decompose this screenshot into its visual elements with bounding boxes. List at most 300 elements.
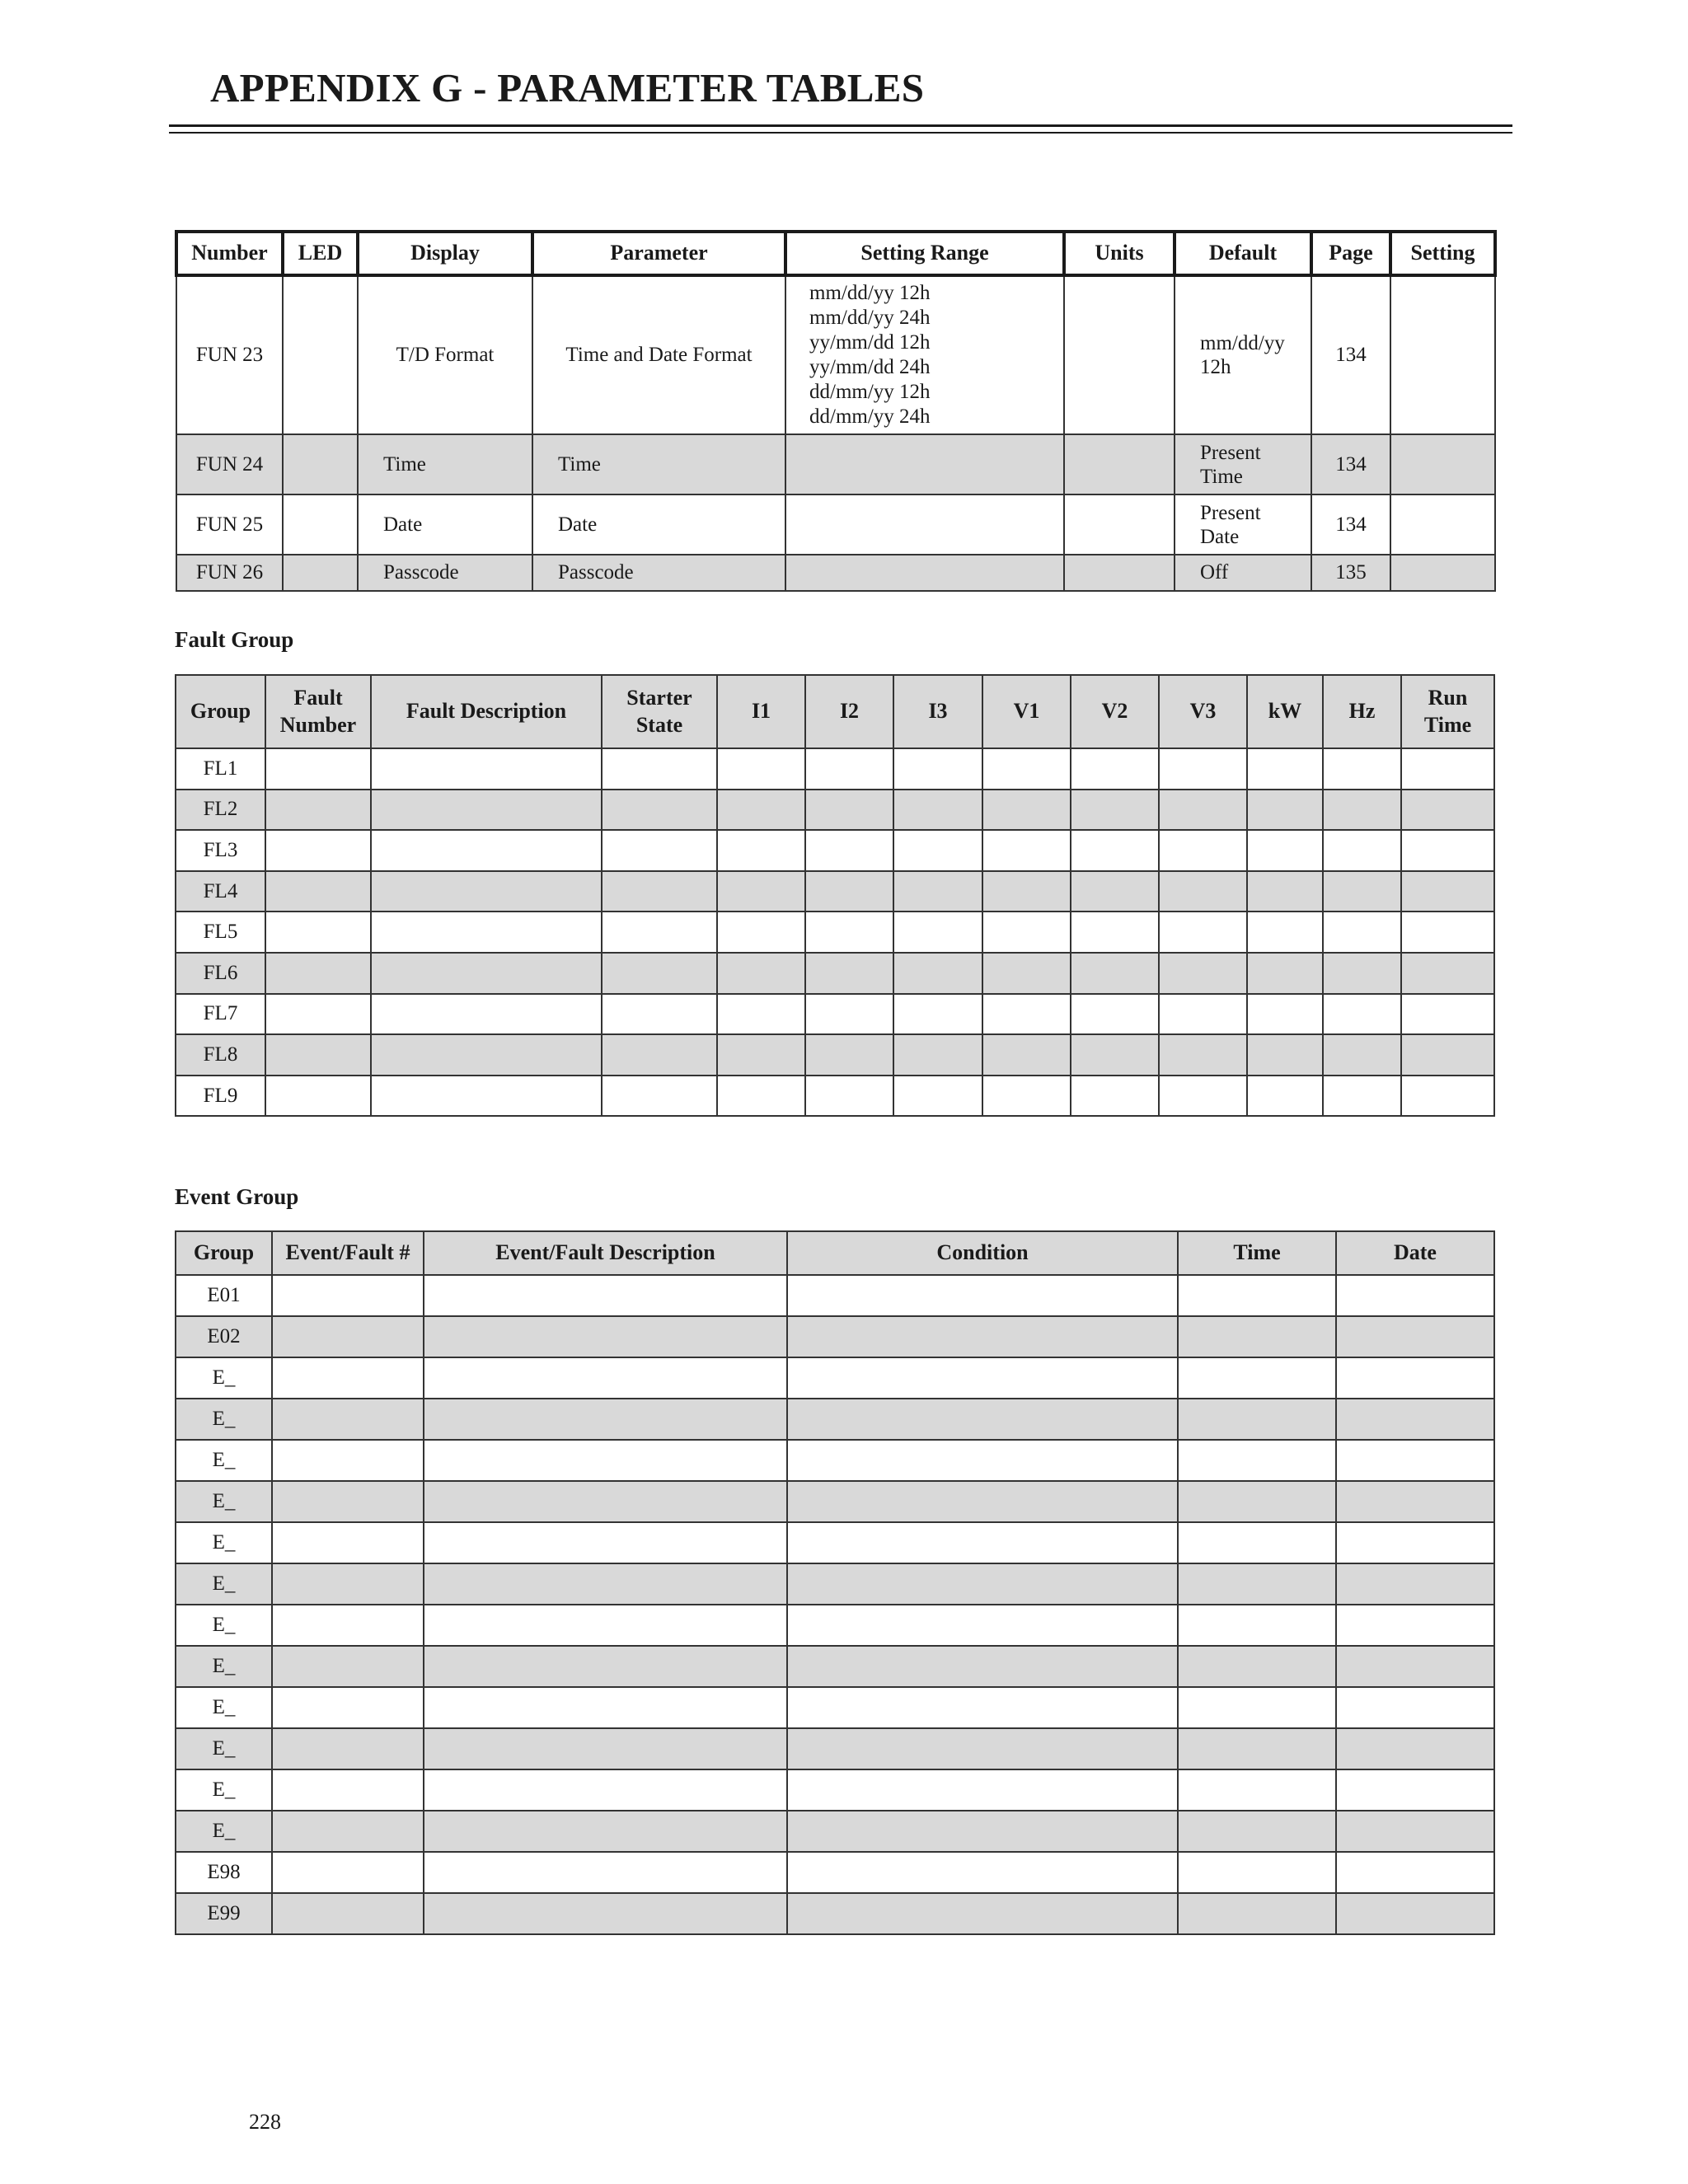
event-cell[interactable] bbox=[1178, 1646, 1336, 1687]
fault-cell[interactable] bbox=[1071, 953, 1159, 994]
fault-cell[interactable] bbox=[1159, 953, 1247, 994]
event-cell[interactable] bbox=[424, 1481, 787, 1522]
param-units bbox=[1064, 434, 1175, 494]
fault-cell[interactable] bbox=[602, 830, 717, 871]
fault-cell[interactable] bbox=[265, 790, 371, 831]
fault-row bbox=[176, 871, 1494, 912]
fault-cell[interactable] bbox=[717, 871, 805, 912]
fault-cell[interactable] bbox=[1323, 790, 1401, 831]
fault-cell[interactable] bbox=[982, 790, 1071, 831]
event-cell[interactable] bbox=[1178, 1605, 1336, 1646]
fault-group-id: FL5 bbox=[176, 912, 265, 953]
event-row bbox=[176, 1646, 1494, 1687]
event-cell[interactable] bbox=[424, 1522, 787, 1563]
col-display: Display bbox=[358, 232, 532, 275]
fault-cell[interactable] bbox=[805, 830, 893, 871]
event-col-event-fault: Event/Fault # bbox=[272, 1231, 424, 1275]
event-group-id: E_ bbox=[176, 1646, 272, 1687]
event-cell[interactable] bbox=[787, 1275, 1178, 1316]
fault-cell[interactable] bbox=[602, 871, 717, 912]
fault-cell[interactable] bbox=[982, 1034, 1071, 1076]
event-cell[interactable] bbox=[272, 1687, 424, 1728]
event-cell[interactable] bbox=[1336, 1481, 1494, 1522]
col-led: LED bbox=[283, 232, 358, 275]
event-group-label: Event Group bbox=[175, 1184, 299, 1209]
event-cell[interactable] bbox=[1178, 1728, 1336, 1769]
event-cell[interactable] bbox=[272, 1893, 424, 1934]
param-number: FUN 25 bbox=[176, 494, 283, 555]
event-cell[interactable] bbox=[787, 1646, 1178, 1687]
header-line: Run bbox=[1428, 686, 1468, 710]
fault-cell[interactable] bbox=[893, 830, 982, 871]
fault-cell[interactable] bbox=[1071, 912, 1159, 953]
event-cell[interactable] bbox=[787, 1728, 1178, 1769]
fault-col-i3 bbox=[893, 675, 982, 748]
param-row-fun26 bbox=[176, 555, 1495, 591]
fault-row bbox=[176, 1076, 1494, 1117]
event-cell[interactable] bbox=[1178, 1481, 1336, 1522]
fault-cell[interactable] bbox=[1071, 994, 1159, 1035]
fault-cell[interactable] bbox=[1247, 790, 1323, 831]
fault-cell[interactable] bbox=[982, 871, 1071, 912]
fault-cell[interactable] bbox=[982, 912, 1071, 953]
event-cell[interactable] bbox=[272, 1316, 424, 1357]
fault-cell[interactable] bbox=[717, 953, 805, 994]
fault-cell[interactable] bbox=[1247, 994, 1323, 1035]
fault-cell[interactable] bbox=[717, 1034, 805, 1076]
fault-cell[interactable] bbox=[1323, 1034, 1401, 1076]
header-line: Time bbox=[1423, 712, 1472, 737]
fault-col-run-time bbox=[1401, 675, 1494, 748]
event-cell[interactable] bbox=[1178, 1893, 1336, 1934]
header-line: I2 bbox=[839, 699, 860, 724]
event-group-id: E_ bbox=[176, 1357, 272, 1399]
event-group-id: E98 bbox=[176, 1852, 272, 1893]
fault-cell[interactable] bbox=[1401, 1076, 1494, 1117]
fault-cell[interactable] bbox=[1323, 953, 1401, 994]
event-group-id: E_ bbox=[176, 1728, 272, 1769]
event-row bbox=[176, 1605, 1494, 1646]
event-row bbox=[176, 1893, 1494, 1934]
event-cell[interactable] bbox=[424, 1646, 787, 1687]
event-cell[interactable] bbox=[787, 1440, 1178, 1481]
fault-cell[interactable] bbox=[893, 912, 982, 953]
param-setting[interactable] bbox=[1390, 494, 1495, 555]
fault-cell[interactable] bbox=[893, 953, 982, 994]
event-cell[interactable] bbox=[272, 1605, 424, 1646]
fault-cell[interactable] bbox=[265, 953, 371, 994]
event-row bbox=[176, 1563, 1494, 1605]
fault-cell[interactable] bbox=[371, 1034, 602, 1076]
param-parameter: Time and Date Format bbox=[532, 275, 785, 434]
col-number: Number bbox=[176, 232, 283, 275]
fault-cell[interactable] bbox=[805, 1034, 893, 1076]
event-group-id: E_ bbox=[176, 1563, 272, 1605]
fault-cell[interactable] bbox=[1401, 1034, 1494, 1076]
event-group-id: E99 bbox=[176, 1893, 272, 1934]
fault-cell[interactable] bbox=[1071, 871, 1159, 912]
fault-cell[interactable] bbox=[265, 994, 371, 1035]
event-cell[interactable] bbox=[424, 1769, 787, 1811]
event-cell[interactable] bbox=[424, 1728, 787, 1769]
event-cell[interactable] bbox=[272, 1728, 424, 1769]
fault-cell[interactable] bbox=[1401, 790, 1494, 831]
event-cell[interactable] bbox=[1336, 1728, 1494, 1769]
event-cell[interactable] bbox=[424, 1563, 787, 1605]
fault-cell[interactable] bbox=[717, 1076, 805, 1117]
event-cell[interactable] bbox=[1336, 1522, 1494, 1563]
event-cell[interactable] bbox=[424, 1440, 787, 1481]
default-line: Present bbox=[1200, 441, 1261, 464]
event-cell[interactable] bbox=[424, 1605, 787, 1646]
fault-cell[interactable] bbox=[982, 830, 1071, 871]
event-cell[interactable] bbox=[1178, 1811, 1336, 1852]
fault-cell[interactable] bbox=[982, 1076, 1071, 1117]
event-group-id: E_ bbox=[176, 1811, 272, 1852]
fault-cell[interactable] bbox=[982, 953, 1071, 994]
event-col-event-fault-description: Event/Fault Description bbox=[424, 1231, 787, 1275]
fault-cell[interactable] bbox=[805, 953, 893, 994]
fault-cell[interactable] bbox=[1247, 748, 1323, 790]
fault-cell[interactable] bbox=[265, 748, 371, 790]
event-group-id: E_ bbox=[176, 1769, 272, 1811]
event-group-id: E_ bbox=[176, 1522, 272, 1563]
fault-cell[interactable] bbox=[602, 790, 717, 831]
header-line: Number bbox=[279, 712, 357, 737]
event-cell[interactable] bbox=[1336, 1687, 1494, 1728]
event-cell[interactable] bbox=[787, 1399, 1178, 1440]
fault-col-v3 bbox=[1159, 675, 1247, 748]
event-row bbox=[176, 1852, 1494, 1893]
fault-cell[interactable] bbox=[1323, 912, 1401, 953]
fault-group-id: FL3 bbox=[176, 830, 265, 871]
event-cell[interactable] bbox=[272, 1563, 424, 1605]
param-setting-range bbox=[785, 275, 1064, 434]
header-line: Fault bbox=[293, 686, 343, 710]
event-cell[interactable] bbox=[1336, 1769, 1494, 1811]
col-page: Page bbox=[1311, 232, 1390, 275]
event-cell[interactable] bbox=[424, 1357, 787, 1399]
event-cell[interactable] bbox=[272, 1852, 424, 1893]
event-cell[interactable] bbox=[272, 1481, 424, 1522]
fault-cell[interactable] bbox=[1071, 1034, 1159, 1076]
fault-cell[interactable] bbox=[1159, 912, 1247, 953]
fault-cell[interactable] bbox=[265, 912, 371, 953]
event-col-time: Time bbox=[1178, 1231, 1336, 1275]
fault-group-id: FL2 bbox=[176, 790, 265, 831]
event-cell[interactable] bbox=[1178, 1522, 1336, 1563]
event-cell[interactable] bbox=[1178, 1357, 1336, 1399]
param-display: T/D Format bbox=[358, 275, 532, 434]
param-setting[interactable] bbox=[1390, 275, 1495, 434]
header-line: kW bbox=[1268, 699, 1302, 724]
event-row bbox=[176, 1440, 1494, 1481]
event-cell[interactable] bbox=[787, 1316, 1178, 1357]
fault-cell[interactable] bbox=[805, 871, 893, 912]
param-parameter: Passcode bbox=[532, 555, 785, 591]
fault-group-id: FL8 bbox=[176, 1034, 265, 1076]
fault-cell[interactable] bbox=[1401, 871, 1494, 912]
fault-cell[interactable] bbox=[371, 912, 602, 953]
fault-cell[interactable] bbox=[602, 1076, 717, 1117]
fault-cell[interactable] bbox=[893, 994, 982, 1035]
setting-range-option: mm/dd/yy 24h bbox=[809, 307, 931, 329]
param-number: FUN 24 bbox=[176, 434, 283, 494]
event-cell[interactable] bbox=[1336, 1646, 1494, 1687]
param-default: Off bbox=[1175, 555, 1311, 591]
fault-cell[interactable] bbox=[717, 748, 805, 790]
event-row bbox=[176, 1728, 1494, 1769]
fault-cell[interactable] bbox=[982, 994, 1071, 1035]
fault-col-v1 bbox=[982, 675, 1071, 748]
fault-cell[interactable] bbox=[1401, 912, 1494, 953]
event-cell[interactable] bbox=[272, 1646, 424, 1687]
param-parameter: Time bbox=[532, 434, 785, 494]
param-units bbox=[1064, 275, 1175, 434]
fault-cell[interactable] bbox=[1071, 1076, 1159, 1117]
param-display: Date bbox=[358, 494, 532, 555]
page-title: APPENDIX G - PARAMETER TABLES bbox=[210, 65, 925, 110]
fault-cell[interactable] bbox=[1159, 871, 1247, 912]
event-cell[interactable] bbox=[787, 1481, 1178, 1522]
param-display: Passcode bbox=[358, 555, 532, 591]
event-cell[interactable] bbox=[1336, 1357, 1494, 1399]
event-cell[interactable] bbox=[1178, 1769, 1336, 1811]
event-cell[interactable] bbox=[1336, 1563, 1494, 1605]
event-cell[interactable] bbox=[787, 1769, 1178, 1811]
event-cell[interactable] bbox=[1178, 1563, 1336, 1605]
event-group-id: E_ bbox=[176, 1481, 272, 1522]
event-cell[interactable] bbox=[1178, 1852, 1336, 1893]
event-header-row bbox=[176, 1231, 1494, 1275]
fault-cell[interactable] bbox=[717, 790, 805, 831]
event-row bbox=[176, 1687, 1494, 1728]
fault-cell[interactable] bbox=[1401, 748, 1494, 790]
event-cell[interactable] bbox=[1336, 1605, 1494, 1646]
fault-cell[interactable] bbox=[805, 1076, 893, 1117]
default-line: 12h bbox=[1200, 356, 1231, 378]
event-cell[interactable] bbox=[424, 1316, 787, 1357]
fault-cell[interactable] bbox=[602, 1034, 717, 1076]
param-number: FUN 26 bbox=[176, 555, 283, 591]
event-cell[interactable] bbox=[1178, 1399, 1336, 1440]
event-group-id: E_ bbox=[176, 1399, 272, 1440]
setting-range-option: mm/dd/yy 12h bbox=[809, 282, 931, 304]
header-line: V1 bbox=[1013, 699, 1040, 724]
event-cell[interactable] bbox=[1178, 1316, 1336, 1357]
header-line: Starter bbox=[626, 686, 692, 710]
event-group-id: E_ bbox=[176, 1440, 272, 1481]
parameter-table bbox=[175, 230, 1497, 592]
fault-col-fault-description bbox=[371, 675, 602, 748]
fault-cell[interactable] bbox=[1247, 1076, 1323, 1117]
event-cell[interactable] bbox=[787, 1357, 1178, 1399]
fault-cell[interactable] bbox=[1247, 871, 1323, 912]
fault-cell[interactable] bbox=[1323, 994, 1401, 1035]
event-cell[interactable] bbox=[272, 1357, 424, 1399]
fault-cell[interactable] bbox=[602, 953, 717, 994]
header-line: State bbox=[635, 712, 683, 737]
fault-cell[interactable] bbox=[265, 871, 371, 912]
fault-cell[interactable] bbox=[893, 790, 982, 831]
fault-cell[interactable] bbox=[371, 790, 602, 831]
fault-cell[interactable] bbox=[1323, 871, 1401, 912]
event-group-id: E_ bbox=[176, 1605, 272, 1646]
event-cell[interactable] bbox=[1178, 1440, 1336, 1481]
fault-cell[interactable] bbox=[1159, 790, 1247, 831]
setting-range-option: dd/mm/yy 24h bbox=[809, 405, 931, 428]
param-led bbox=[283, 275, 358, 434]
param-setting[interactable] bbox=[1390, 434, 1495, 494]
event-cell[interactable] bbox=[1336, 1811, 1494, 1852]
fault-group-label: Fault Group bbox=[175, 627, 294, 652]
fault-cell[interactable] bbox=[371, 953, 602, 994]
event-cell[interactable] bbox=[272, 1769, 424, 1811]
event-cell[interactable] bbox=[1178, 1275, 1336, 1316]
fault-cell[interactable] bbox=[1159, 1076, 1247, 1117]
fault-cell[interactable] bbox=[371, 1076, 602, 1117]
event-cell[interactable] bbox=[424, 1852, 787, 1893]
event-cell[interactable] bbox=[272, 1811, 424, 1852]
event-cell[interactable] bbox=[1336, 1399, 1494, 1440]
fault-group-id: FL6 bbox=[176, 953, 265, 994]
fault-col-v2 bbox=[1071, 675, 1159, 748]
event-cell[interactable] bbox=[424, 1811, 787, 1852]
fault-cell[interactable] bbox=[265, 1076, 371, 1117]
header-line: Hz bbox=[1348, 699, 1376, 724]
fault-cell[interactable] bbox=[1071, 748, 1159, 790]
fault-cell[interactable] bbox=[717, 830, 805, 871]
fault-cell[interactable] bbox=[717, 994, 805, 1035]
fault-cell[interactable] bbox=[1401, 830, 1494, 871]
event-cell[interactable] bbox=[272, 1522, 424, 1563]
event-cell[interactable] bbox=[272, 1275, 424, 1316]
event-cell[interactable] bbox=[1178, 1687, 1336, 1728]
event-cell[interactable] bbox=[272, 1440, 424, 1481]
event-col-date: Date bbox=[1336, 1231, 1494, 1275]
fault-cell[interactable] bbox=[1323, 748, 1401, 790]
fault-group-id: FL7 bbox=[176, 994, 265, 1035]
parameter-table-header bbox=[176, 232, 1495, 275]
fault-cell[interactable] bbox=[1247, 912, 1323, 953]
fault-cell[interactable] bbox=[265, 1034, 371, 1076]
param-setting-range bbox=[785, 494, 1064, 555]
fault-cell[interactable] bbox=[893, 1034, 982, 1076]
fault-cell[interactable] bbox=[1401, 994, 1494, 1035]
fault-cell[interactable] bbox=[805, 912, 893, 953]
event-cell[interactable] bbox=[787, 1852, 1178, 1893]
fault-row bbox=[176, 748, 1494, 790]
fault-row bbox=[176, 994, 1494, 1035]
event-col-group: Group bbox=[176, 1231, 272, 1275]
fault-cell[interactable] bbox=[1247, 953, 1323, 994]
col-setting-range: Setting Range bbox=[785, 232, 1064, 275]
param-row-fun24 bbox=[176, 434, 1495, 494]
fault-cell[interactable] bbox=[371, 830, 602, 871]
fault-group-table bbox=[175, 674, 1495, 1117]
event-cell[interactable] bbox=[272, 1399, 424, 1440]
event-cell[interactable] bbox=[1336, 1893, 1494, 1934]
param-display: Time bbox=[358, 434, 532, 494]
event-cell[interactable] bbox=[1336, 1316, 1494, 1357]
event-cell[interactable] bbox=[424, 1893, 787, 1934]
event-cell[interactable] bbox=[787, 1811, 1178, 1852]
param-number: FUN 23 bbox=[176, 275, 283, 434]
event-cell[interactable] bbox=[424, 1399, 787, 1440]
fault-cell[interactable] bbox=[1071, 830, 1159, 871]
param-units bbox=[1064, 555, 1175, 591]
event-cell[interactable] bbox=[787, 1522, 1178, 1563]
fault-cell[interactable] bbox=[602, 994, 717, 1035]
fault-cell[interactable] bbox=[805, 748, 893, 790]
fault-cell[interactable] bbox=[893, 748, 982, 790]
event-cell[interactable] bbox=[424, 1687, 787, 1728]
fault-col-i1 bbox=[717, 675, 805, 748]
fault-cell[interactable] bbox=[1159, 748, 1247, 790]
fault-cell[interactable] bbox=[1071, 790, 1159, 831]
fault-col-group bbox=[176, 675, 265, 748]
param-setting-range bbox=[785, 555, 1064, 591]
fault-cell[interactable] bbox=[1159, 1034, 1247, 1076]
col-units: Units bbox=[1064, 232, 1175, 275]
event-row bbox=[176, 1811, 1494, 1852]
event-cell[interactable] bbox=[787, 1893, 1178, 1934]
event-cell[interactable] bbox=[787, 1605, 1178, 1646]
fault-col-hz bbox=[1323, 675, 1401, 748]
fault-row bbox=[176, 1034, 1494, 1076]
fault-cell[interactable] bbox=[602, 748, 717, 790]
event-cell[interactable] bbox=[1336, 1275, 1494, 1316]
page-number: 228 bbox=[249, 2110, 281, 2134]
col-default: Default bbox=[1175, 232, 1311, 275]
fault-col-kw bbox=[1247, 675, 1323, 748]
param-row-fun25 bbox=[176, 494, 1495, 555]
fault-cell[interactable] bbox=[1323, 830, 1401, 871]
event-cell[interactable] bbox=[1336, 1440, 1494, 1481]
param-default bbox=[1175, 434, 1311, 494]
fault-cell[interactable] bbox=[1159, 994, 1247, 1035]
fault-cell[interactable] bbox=[1159, 830, 1247, 871]
fault-cell[interactable] bbox=[371, 748, 602, 790]
event-group-id: E_ bbox=[176, 1687, 272, 1728]
fault-cell[interactable] bbox=[371, 871, 602, 912]
event-row bbox=[176, 1769, 1494, 1811]
fault-cell[interactable] bbox=[371, 994, 602, 1035]
fault-cell[interactable] bbox=[1247, 830, 1323, 871]
param-default bbox=[1175, 494, 1311, 555]
fault-cell[interactable] bbox=[265, 830, 371, 871]
event-cell[interactable] bbox=[424, 1275, 787, 1316]
fault-cell[interactable] bbox=[805, 790, 893, 831]
header-rule-top bbox=[169, 124, 1512, 127]
param-setting[interactable] bbox=[1390, 555, 1495, 591]
fault-cell[interactable] bbox=[805, 994, 893, 1035]
event-cell[interactable] bbox=[1336, 1852, 1494, 1893]
col-parameter: Parameter bbox=[532, 232, 785, 275]
fault-cell[interactable] bbox=[893, 871, 982, 912]
fault-cell[interactable] bbox=[602, 912, 717, 953]
header-line: Fault Description bbox=[406, 699, 567, 724]
fault-cell[interactable] bbox=[1323, 1076, 1401, 1117]
fault-cell[interactable] bbox=[1247, 1034, 1323, 1076]
fault-cell[interactable] bbox=[982, 748, 1071, 790]
fault-cell[interactable] bbox=[1401, 953, 1494, 994]
param-led bbox=[283, 555, 358, 591]
event-cell[interactable] bbox=[787, 1687, 1178, 1728]
fault-cell[interactable] bbox=[717, 912, 805, 953]
fault-cell[interactable] bbox=[893, 1076, 982, 1117]
event-cell[interactable] bbox=[787, 1563, 1178, 1605]
